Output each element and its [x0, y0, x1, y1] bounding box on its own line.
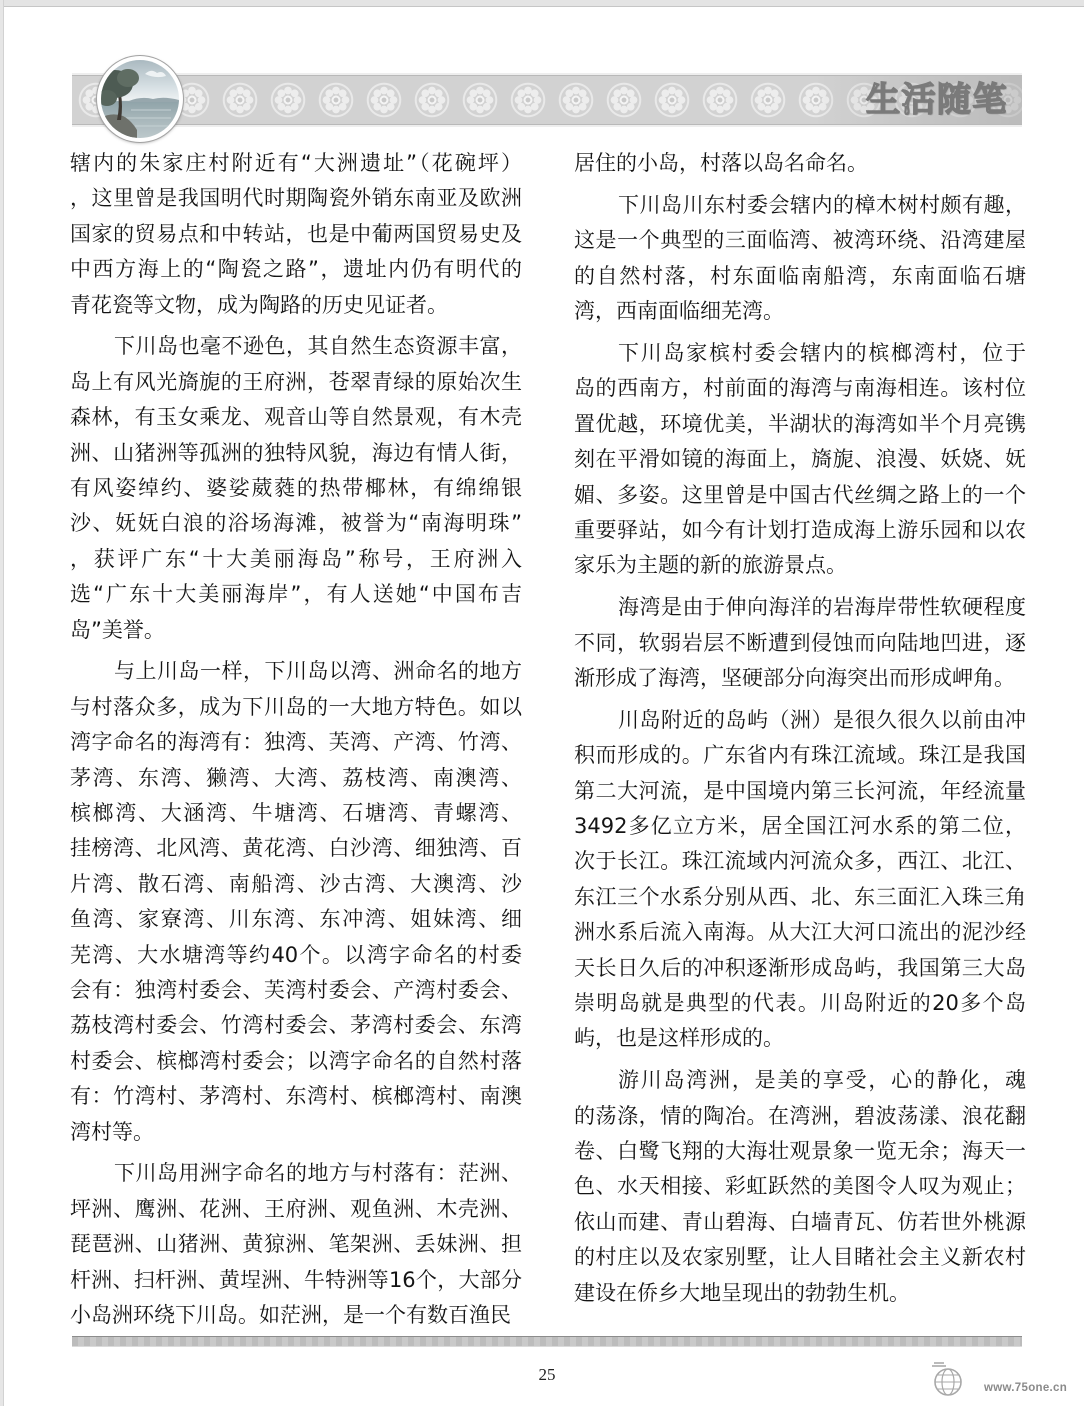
paragraph: [574, 146, 1026, 181]
paragraph: [70, 146, 522, 323]
text-line: 依山而建、青山碧海、白墙青瓦、仿若世外桃源: [574, 1209, 1026, 1234]
text-line: 崇明岛就是典型的代表。川岛附近的20多个岛: [574, 990, 1026, 1015]
text-line: 挂榜湾、北风湾、黄花湾、白沙湾、细独湾、百: [70, 836, 522, 861]
text-line: 有：竹湾村、茅湾村、东湾村、槟榔湾村、南澳: [70, 1084, 522, 1109]
text-line: 的自然村落，村东面临南船湾，东南面临石塘: [574, 263, 1026, 288]
text-line: 芜湾、大水塘湾等约40个。以湾字命名的村委: [70, 942, 522, 967]
text-line: 荔枝湾村委会、竹湾村委会、茅湾村委会、东湾: [70, 1013, 522, 1038]
text-line: 洲、山猪洲等孤洲的独特风貌，海边有情人街，: [70, 440, 522, 465]
photo-tree-foliage-2: [117, 69, 139, 87]
text-line: 鱼湾、家寮湾、川东湾、东冲湾、姐妹湾、细: [70, 907, 522, 932]
text-line: 小岛洲环绕下川岛。如茫洲，是一个有数百渔民: [70, 1303, 511, 1327]
text-line: 海湾是由于伸向海洋的岩海岸带性软硬程度: [618, 595, 1026, 620]
photo-cloud: [145, 71, 166, 77]
text-line: 游川岛湾洲，是美的享受，心的静化，魂: [618, 1068, 1026, 1093]
text-line: 沙、妩妩白浪的浴场海滩，被誉为“南海明珠”: [70, 511, 522, 536]
watermark-url: www.75one.cn: [984, 1382, 1068, 1394]
text-line: 不同，软弱岩层不断遭到侵蚀而向陆地凹进，逐: [574, 630, 1026, 655]
paragraph: [70, 654, 522, 1149]
text-line: 岛”美誉。: [70, 617, 165, 642]
text-line: 洲水系后流入南海。从大江大河口流出的泥沙经: [574, 920, 1026, 945]
text-line: 居住的小岛，村落以岛名命名。: [574, 151, 868, 175]
text-line: 卷、白鹭飞翔的大海壮观景象一览无余；海天一: [574, 1139, 1026, 1164]
paragraph: [70, 1156, 522, 1333]
text-line: 森林，有玉女乘龙、观音山等自然景观，有木壳: [70, 405, 522, 430]
text-line: 辖内的朱家庄村附近有“大洲遗址”（花碗坪）: [70, 151, 522, 175]
photo-tree-trunk: [117, 94, 122, 120]
text-line: 坪洲、鹰洲、花洲、王府洲、观鱼洲、木壳洲、: [70, 1196, 522, 1221]
text-line: 重要驿站，如今有计划打造成海上游乐园和以农: [574, 517, 1026, 542]
text-line: 选“广东十大美丽海岸”，有人送她“中国布吉: [70, 582, 522, 607]
text-line: 下川岛用洲字命名的地方与村落有：茫洲、: [114, 1161, 522, 1186]
text-line: 东江三个水系分别从西、北、东三面汇入珠三角: [574, 884, 1026, 909]
text-line: 川岛附近的岛屿（洲）是很久很久以前由冲: [618, 707, 1026, 732]
text-line: 渐形成了海湾，坚硬部分向海突出而形成岬角。: [574, 665, 1015, 690]
text-line: 与上川岛一样，下川岛以湾、洲命名的地方: [114, 659, 522, 684]
text-line: 色、水天相接、彩虹跃然的美图令人叹为观止；: [574, 1174, 1026, 1199]
paragraph: [574, 1063, 1026, 1311]
globe-logo-icon: [924, 1358, 978, 1400]
text-line: 屿，也是这样形成的。: [574, 1026, 784, 1051]
page-number: 25: [538, 1365, 556, 1384]
text-line: 茅湾、东湾、獭湾、大湾、荔枝湾、南澳湾、: [70, 765, 522, 790]
text-line: 湾字命名的海湾有：独湾、芙湾、产湾、竹湾、: [70, 730, 522, 755]
page-left-edge: [0, 0, 4, 1406]
photo-scene: [101, 60, 179, 138]
text-line: 青花瓷等文物，成为陶路的历史见证者。: [70, 292, 448, 317]
footer-bar: [72, 1336, 1022, 1347]
text-line: ，这里曾是我国明代时期陶瓷外销东南亚及欧洲: [70, 186, 522, 211]
text-line: 与村落众多，成为下川岛的一大地方特色。如以: [70, 694, 522, 719]
text-line: 湾，西南面临细芜湾。: [574, 299, 784, 324]
text-line: 片湾、散石湾、南船湾、沙古湾、大澳湾、沙: [70, 871, 522, 896]
text-line: 下川岛家槟村委会辖内的槟榔湾村，位于: [618, 340, 1026, 365]
text-line: 次于长江。珠江流域内河流众多，西江、北江、: [574, 849, 1026, 874]
section-title: 生活随笔: [866, 80, 1008, 120]
text-line: 家乐为主题的新的旅游景点。: [574, 553, 847, 578]
text-line: 的村庄以及农家别墅，让人目睹社会主义新农村: [574, 1245, 1026, 1270]
text-column-right: [574, 146, 1026, 1311]
text-line: 置优越，环境优美，半湖状的海湾如半个月亮镌: [574, 411, 1026, 436]
paragraph: [70, 329, 522, 648]
page-top-edge: [0, 0, 1084, 7]
text-line: 有风姿绰约、婆娑葳蕤的热带椰林，有绵绵银: [70, 476, 522, 501]
text-line: 这是一个典型的三面临湾、被湾环绕、沿湾建屋: [574, 228, 1026, 253]
text-line: 下川岛也毫不逊色，其自然生态资源丰富，: [114, 334, 522, 359]
paragraph: [574, 703, 1026, 1057]
text-line: 3492多亿立方米，居全国江河水系的第二位，: [574, 814, 1026, 839]
text-line: 会有：独湾村委会、芙湾村委会、产湾村委会、: [70, 977, 522, 1002]
text-line: 刻在平滑如镜的海面上，旖旎、浪漫、妖娆、妩: [574, 447, 1026, 472]
text-line: 国家的贸易点和中转站，也是中葡两国贸易史及: [70, 221, 522, 246]
text-line: 岛的西南方，村前面的海湾与南海相连。该村位: [574, 376, 1026, 401]
text-line: 岛上有风光旖旎的王府洲，苍翠青绿的原始次生: [70, 369, 522, 394]
photo-distant-hills: [129, 98, 179, 102]
paragraph: [574, 590, 1026, 696]
text-line: 第二大河流，是中国境内第三长河流，年经流量: [574, 778, 1026, 803]
text-line: 槟榔湾、大涵湾、牛塘湾、石塘湾、青螺湾、: [70, 801, 522, 826]
text-line: 杆洲、扫杆洲、黄埕洲、牛特洲等16个，大部分: [70, 1267, 522, 1292]
text-column-left: [70, 146, 522, 1333]
paragraph: [574, 188, 1026, 330]
text-line: 下川岛川东村委会辖内的樟木树村颇有趣，: [618, 192, 1026, 217]
text-line: 的荡涤，情的陶冶。在湾洲，碧波荡漾、浪花翻: [574, 1103, 1026, 1128]
text-line: 建设在侨乡大地呈现出的勃勃生机。: [574, 1280, 910, 1305]
text-line: 村委会、槟榔湾村委会；以湾字命名的自然村落: [70, 1048, 522, 1073]
text-line: 琵琶洲、山猪洲、黄猄洲、笔架洲、丢妹洲、担: [70, 1232, 522, 1257]
text-line: 积而形成的。广东省内有珠江流域。珠江是我国: [574, 743, 1026, 768]
paragraph: [574, 336, 1026, 584]
text-line: ，获评广东“十大美丽海岛”称号，王府洲入: [70, 546, 522, 571]
landscape-photo-icon: [101, 60, 179, 138]
text-line: 湾村等。: [70, 1119, 154, 1144]
header-photo: [97, 56, 183, 142]
text-line: 中西方海上的“陶瓷之路”，遗址内仍有明代的: [70, 257, 522, 282]
text-line: 媚、多姿。这里曾是中国古代丝绸之路上的一个: [574, 482, 1026, 507]
text-line: 天长日久后的冲积逐渐形成岛屿，我国第三大岛: [574, 955, 1026, 980]
